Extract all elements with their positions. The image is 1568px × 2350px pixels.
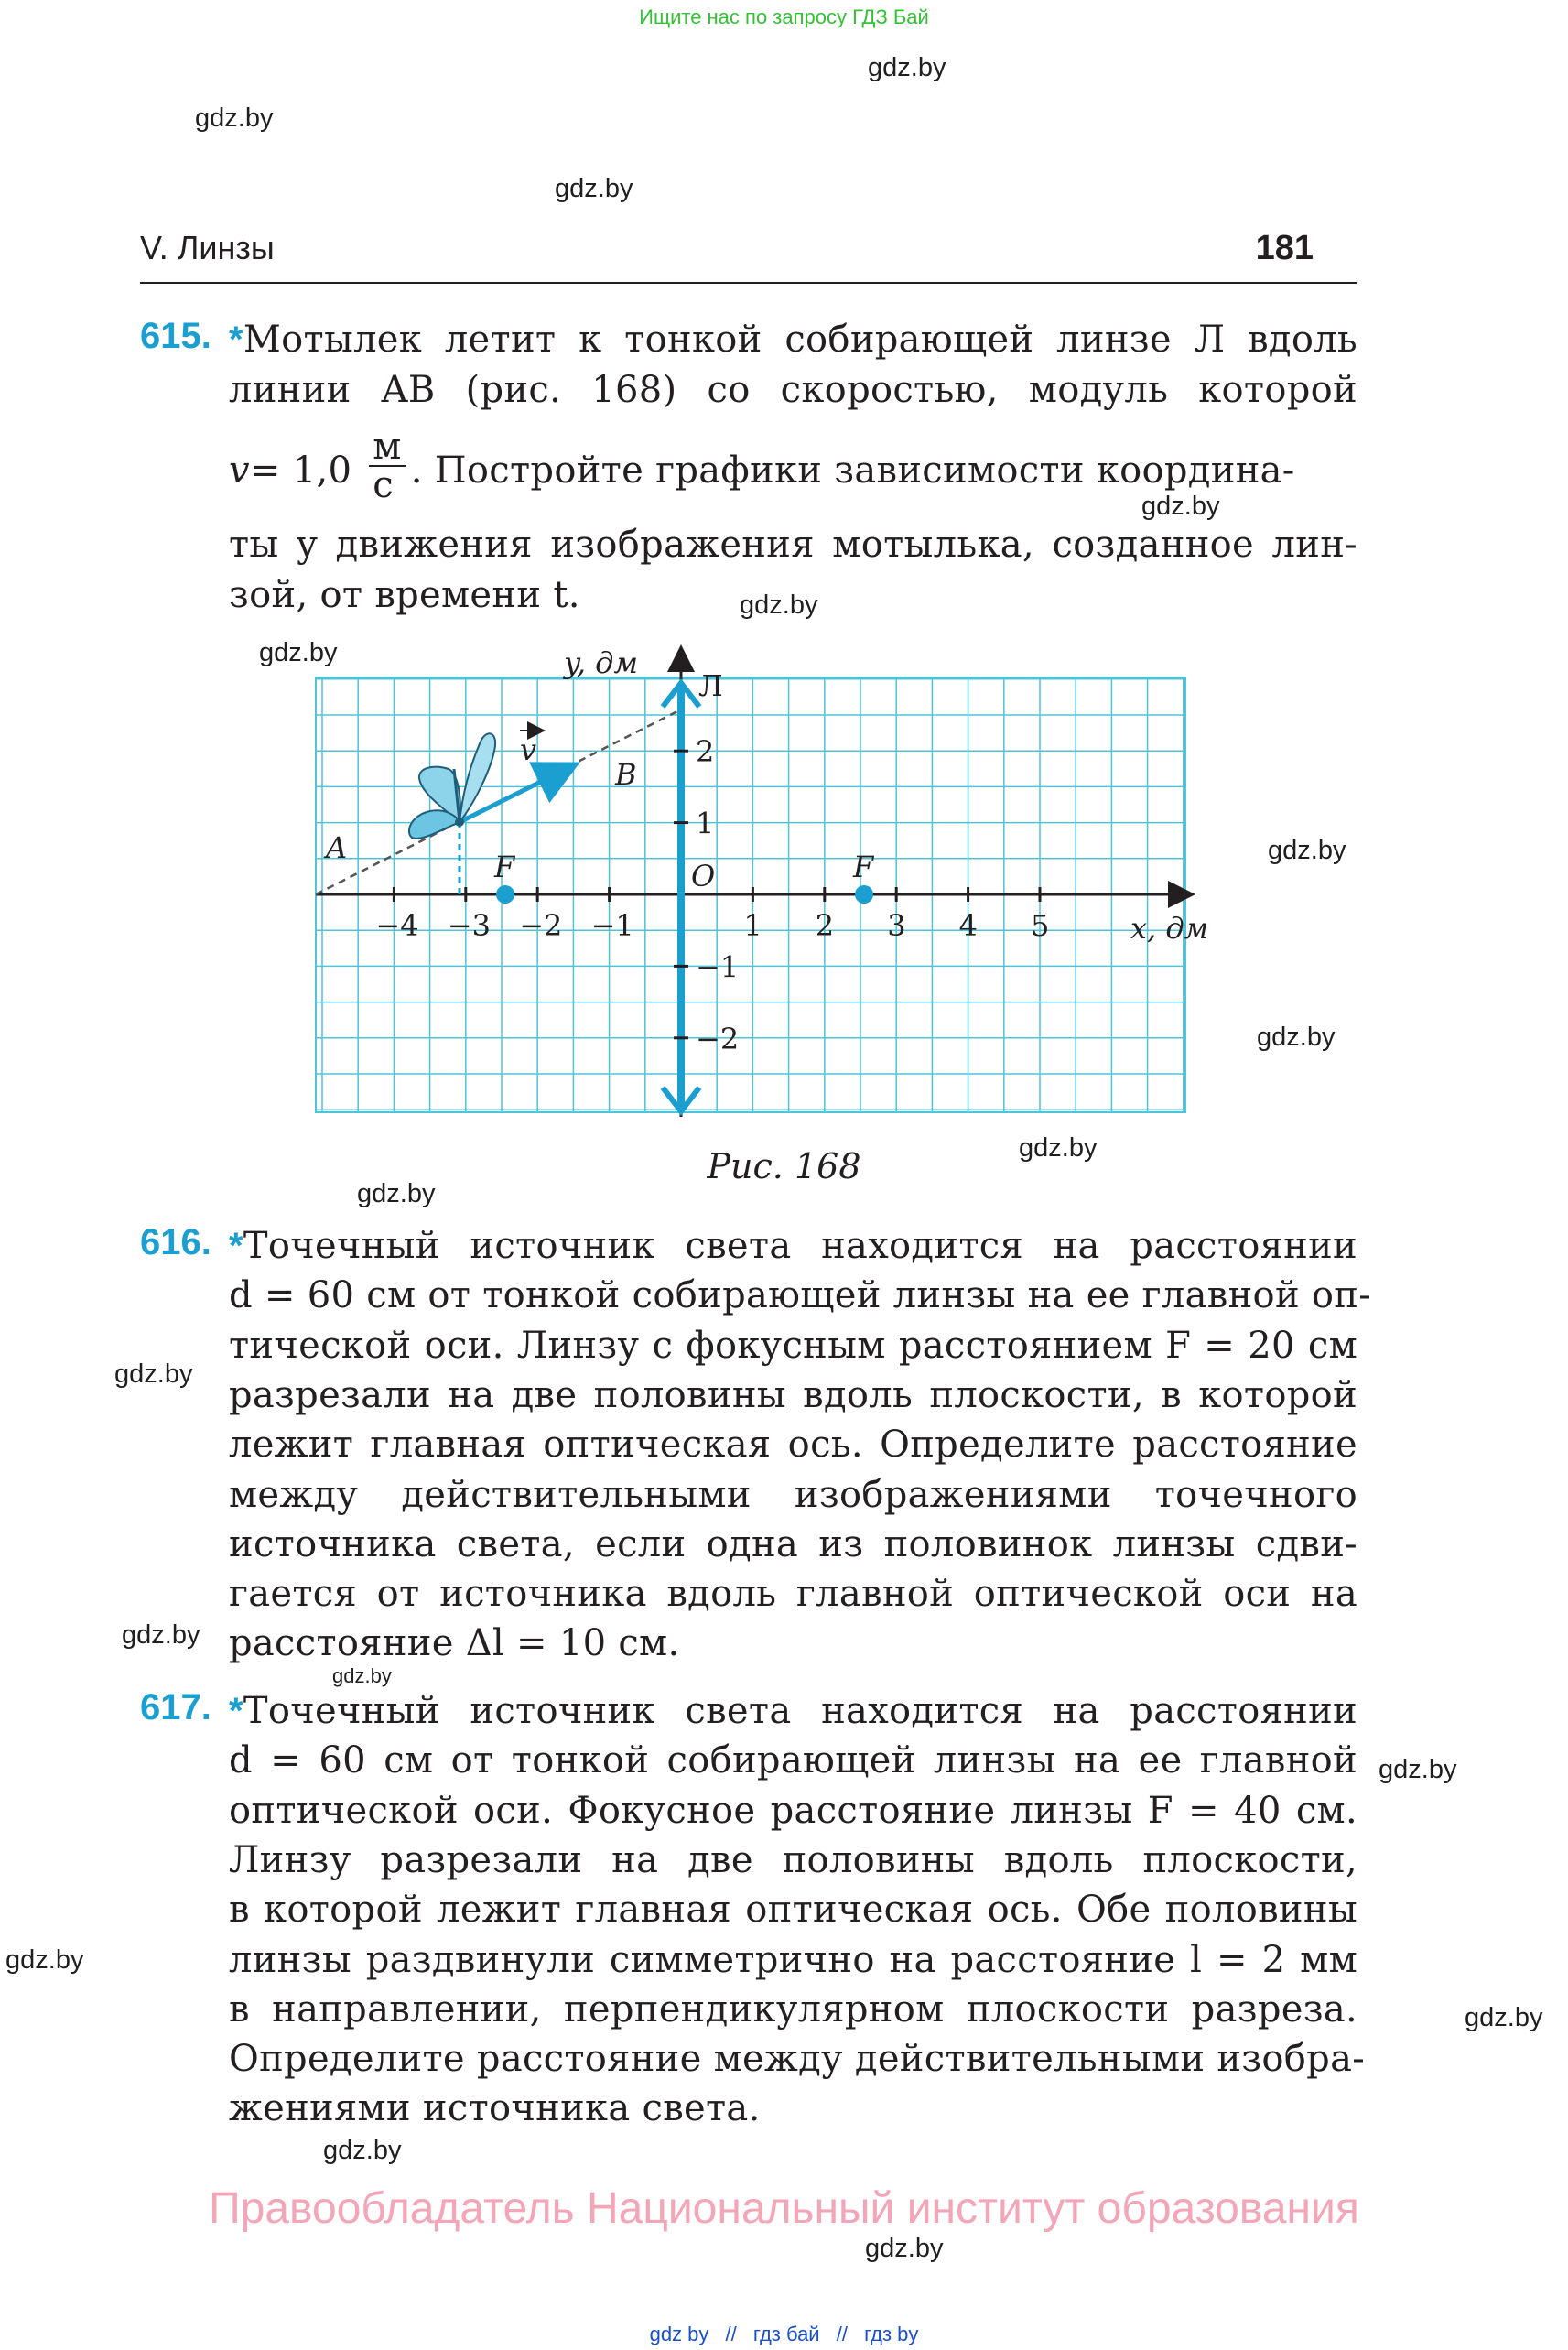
problem-line: жениями источника света. <box>229 2087 761 2130</box>
star-mark: * <box>229 319 243 360</box>
problem-line: лежит главная оптическая ось. Определите расстояние <box>229 1424 1357 1467</box>
watermark: gdz.by <box>865 2234 944 2263</box>
problem-line: источника света, если одна из половинок линзы сдви- <box>229 1522 1357 1565</box>
velocity-label: v <box>520 732 537 767</box>
watermark: gdz.by <box>740 590 818 620</box>
lens-label: Л <box>698 668 723 703</box>
x-tick-label: 3 <box>887 908 906 943</box>
problem-line: разрезали на две половины вдоль плоскости, в которой <box>229 1373 1357 1416</box>
footer-link[interactable]: гдз бай <box>752 2323 820 2345</box>
focus-label-left: F <box>494 850 515 884</box>
point-b-label: B <box>615 757 637 792</box>
watermark: gdz.by <box>1379 1755 1457 1784</box>
watermark: gdz.by <box>1257 1023 1336 1052</box>
x-tick-label: 2 <box>815 908 835 943</box>
problem-615-line: зой, от времени t. <box>229 574 580 616</box>
speed-value: = 1,0 <box>249 449 352 492</box>
watermark: gdz.by <box>195 103 274 133</box>
speed-unit-fraction <box>369 428 405 504</box>
problem-615-speed-line <box>229 426 1357 518</box>
x-tick-label: −2 <box>519 908 563 943</box>
speed-rest: . Постройте графики зависимости координа- <box>410 449 1295 492</box>
figure-168 <box>275 632 1217 1126</box>
x-tick-label: 1 <box>743 908 762 943</box>
problem-line: между действительными изображениями точечного <box>229 1473 1357 1516</box>
y-tick-label: 1 <box>696 806 715 841</box>
problem-615-line: линии AB (рис. 168) со скоростью, модуль которой <box>229 369 1357 411</box>
y-tick-label: 2 <box>696 734 715 770</box>
problem-line: расстояние Δl = 10 см. <box>229 1622 680 1665</box>
problem-line: Определите расстояние между действительными изобра- <box>229 2038 1366 2081</box>
problem-line: тической оси. Линзу с фокусным расстоянием F = 20 см <box>229 1324 1357 1367</box>
speed-symbol: v <box>229 449 250 492</box>
focus-point-left <box>496 885 514 904</box>
problem-line: в которой лежит главная оптическая ось. Обе половины <box>229 1889 1357 1932</box>
problem-615-line: ты y движения изображения мотылька, созданное лин- <box>229 524 1357 566</box>
problem-line: Линзу разрезали на две половины вдоль плоскости, <box>229 1838 1357 1881</box>
watermark: gdz.by <box>357 1179 436 1208</box>
watermark: gdz.by <box>122 1620 200 1650</box>
chapter-title: V. Линзы <box>140 229 275 266</box>
problem-line: *Точечный источник света находится на расстоянии <box>229 1690 1357 1732</box>
problem-number-615: 615. <box>140 316 211 356</box>
focus-label-right: F <box>853 850 874 884</box>
star-mark: * <box>229 1691 243 1731</box>
watermark: gdz.by <box>332 1664 392 1687</box>
problem-line: линзы раздвинули симметрично на расстояние l = 2 мм <box>229 1938 1357 1981</box>
problem-line: в направлении, перпендикулярном плоскости разреза. <box>229 1987 1357 2031</box>
problem-615-line: *Мотылек летит к тонкой собирающей линзе Л вдоль <box>229 319 1357 361</box>
x-tick-labels <box>375 908 1049 943</box>
page-header <box>140 229 1357 284</box>
x-axis-label: x, дм <box>1130 911 1209 946</box>
top-note[interactable]: Ищите нас по запросу ГДЗ Бай <box>639 5 929 28</box>
unit-numerator: м <box>369 428 405 467</box>
watermark: gdz.by <box>868 53 946 82</box>
problem-line: гается от источника вдоль главной оптической оси на <box>229 1573 1357 1616</box>
figure-caption: Рис. 168 <box>707 1146 861 1186</box>
problem-line: оптической оси. Фокусное расстояние линзы F = 40 см. <box>229 1789 1357 1832</box>
footer-separator: // <box>836 2323 848 2345</box>
problem-line: d = 60 см от тонкой собирающей линзы на ее главной <box>229 1739 1357 1782</box>
point-a-label: A <box>326 830 348 865</box>
x-tick-label: 4 <box>958 908 978 943</box>
x-tick-label: 5 <box>1031 908 1050 943</box>
x-tick-label: −4 <box>375 908 419 943</box>
watermark: gdz.by <box>1141 492 1220 521</box>
problem-line: d = 60 см от тонкой собирающей линзы на ее главной оп- <box>229 1274 1372 1317</box>
footer-separator: // <box>725 2323 737 2345</box>
page-number: 181 <box>1255 229 1314 267</box>
watermark: gdz.by <box>1019 1133 1098 1163</box>
watermark: gdz.by <box>555 174 633 203</box>
star-mark: * <box>229 1226 243 1266</box>
problem-number-616: 616. <box>140 1222 211 1262</box>
watermark: gdz.by <box>1465 2003 1543 2032</box>
x-tick-label: −1 <box>590 908 634 943</box>
unit-denominator: с <box>373 464 394 506</box>
origin-label: O <box>691 859 716 893</box>
watermark: gdz.by <box>323 2136 402 2165</box>
y-tick-label: −2 <box>696 1021 740 1056</box>
problem-line: *Точечный источник света находится на расстоянии <box>229 1225 1357 1267</box>
problem-number-617: 617. <box>140 1687 211 1727</box>
footer-link[interactable]: гдз by <box>864 2323 919 2345</box>
copyright-notice: Правообладатель Национальный институт образования <box>209 2184 1359 2233</box>
watermark: gdz.by <box>259 638 338 667</box>
y-axis-label: y, дм <box>564 645 638 680</box>
watermark: gdz.by <box>5 1945 84 1975</box>
footer-link[interactable]: gdz by <box>649 2323 709 2345</box>
focus-point-right <box>855 885 873 904</box>
watermark: gdz.by <box>1268 836 1346 865</box>
footer-links <box>0 2323 1568 2346</box>
x-tick-label: −3 <box>447 908 491 943</box>
y-tick-label: −1 <box>696 949 740 985</box>
watermark: gdz.by <box>114 1359 193 1389</box>
